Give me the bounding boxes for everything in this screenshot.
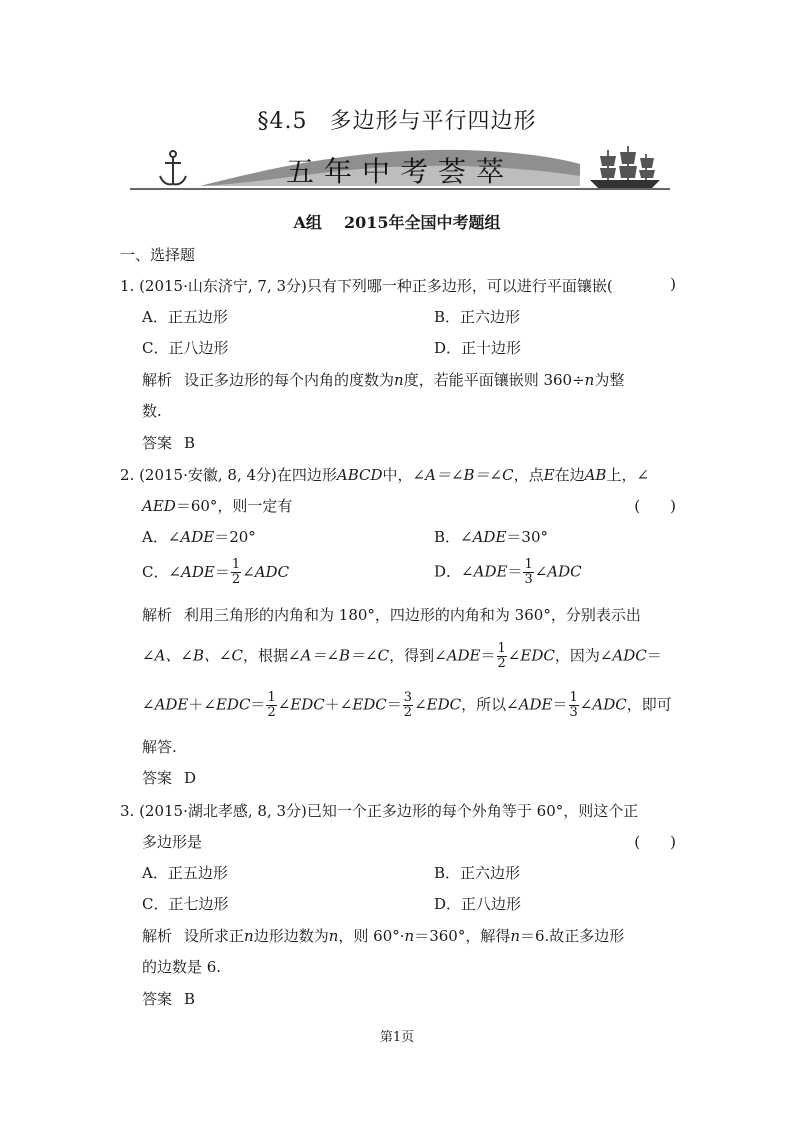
page-footer: 第1页 — [379, 1030, 415, 1045]
q2-analysis-line3 — [142, 691, 672, 720]
q3-stem-line2 — [142, 831, 676, 852]
q2-an2-f: ＝ — [480, 646, 496, 665]
q2-analysis-line2 — [142, 642, 662, 671]
q2-opt-c-den: 2 — [231, 572, 241, 587]
q1-var-n: n — [394, 371, 404, 389]
q3-analysis-line2: 的边数是 6. — [142, 958, 222, 976]
q2-opt-a-post: ＝20° — [214, 528, 256, 546]
q2-opt-c-pre: C．∠ — [142, 562, 182, 581]
q3-an1-a: 设所求正 — [184, 927, 245, 945]
q3-option-a: A．正五边形 — [142, 864, 228, 882]
q3-paren: ( ) — [634, 833, 676, 851]
q1-options-row2 — [142, 337, 676, 358]
q2-opt-c-it2: ∠ADC — [242, 562, 290, 581]
group-heading — [0, 210, 794, 233]
q2-an2-i: ADC — [612, 646, 647, 665]
q2-an3-den2: 2 — [403, 705, 413, 720]
q2-an3-c: EDC — [215, 695, 251, 714]
q3-an1-c: ，则 60°· — [338, 927, 405, 945]
q3-var-n-3: n — [404, 927, 415, 945]
q2-an3-num3: 1 — [569, 690, 578, 705]
section-number: §4.5 — [257, 109, 308, 134]
page-title — [0, 104, 794, 135]
q1-var-n-2: n — [584, 371, 595, 389]
q3-option-d: D．正八边形 — [434, 895, 522, 913]
q2-an2-a: ∠A、∠B、∠C — [142, 646, 244, 665]
q1-analysis-line2: 数. — [142, 402, 162, 420]
q2-var-aed: AED — [142, 497, 176, 515]
q1-options-row1 — [142, 306, 676, 327]
q2-opt-c-num: 1 — [231, 557, 241, 572]
q2-an3-h: ＝ — [386, 695, 402, 714]
q2-an2-d: ，得到∠ — [389, 646, 447, 665]
q2-opt-a-pre: A．∠ — [142, 528, 181, 546]
q2-an3-e: ∠EDC — [277, 695, 325, 714]
q2-answer — [142, 767, 196, 788]
q2-opt-b-it: ADE — [472, 528, 507, 546]
q2-opt-b-post: ＝30° — [506, 528, 548, 546]
q2-an3-num1: 1 — [267, 690, 276, 705]
q2-an3-m: ∠ADC — [579, 695, 627, 714]
group-name: A组 — [293, 213, 322, 232]
q2-opt-d-eq: ＝ — [507, 562, 523, 581]
q2-opt-d-num: 1 — [524, 557, 533, 572]
q2-option-c — [142, 557, 290, 587]
q2-an2-b: ，根据∠ — [243, 646, 301, 665]
q3-an1-d: ＝360°，解得 — [414, 927, 511, 945]
q3-stem-line1: 3. (2015·湖北孝感, 8, 3分)已知一个正多边形的每个外角等于 60°，则这个正 — [120, 802, 639, 820]
q2-an3-den3: 3 — [569, 705, 578, 720]
q2-stem-line1 — [120, 464, 649, 485]
q2-opt-c-eq: ＝ — [214, 562, 230, 581]
q1-analysis-text-c: 为整 — [594, 371, 625, 389]
q2-an2-h: ，因为∠ — [554, 646, 613, 665]
q2-var-e: E — [543, 466, 555, 484]
q1-answer-value: B — [184, 434, 196, 452]
q2-an2-e: ADE — [446, 646, 481, 665]
q2-option-a — [142, 528, 256, 546]
q2-stem-b: 中，∠ — [382, 466, 426, 484]
q2-opt-a-it: ADE — [180, 528, 215, 546]
q3-analysis-line1 — [142, 925, 624, 946]
q3-analysis-label: 解析 — [142, 927, 173, 945]
q1-option-b: B．正六边形 — [434, 308, 521, 326]
q3-var-n-4: n — [510, 927, 520, 945]
q1-stem-text: 1. (2015·山东济宁, 7, 3分)只有下列哪一种正多边形，可以进行平面镶嵌( — [120, 277, 613, 295]
group-desc: 2015年全国中考题组 — [343, 213, 501, 232]
q2-option-d — [434, 558, 582, 587]
q2-an3-num2: 3 — [403, 690, 413, 705]
q3-option-b: B．正六边形 — [434, 864, 521, 882]
q2-opt-c-fraction — [231, 558, 241, 587]
q3-answer-label: 答案 — [142, 990, 173, 1008]
banner-text: 五年中考荟萃 — [285, 155, 514, 188]
q2-analysis-label: 解析 — [142, 606, 173, 624]
q2-an3-fraction-3 — [569, 691, 579, 720]
q2-stem-c: ，点 — [513, 466, 544, 484]
q3-answer-value: B — [184, 990, 196, 1008]
q2-stem-line2-text: ＝60°，则一定有 — [175, 497, 293, 515]
q3-var-n: n — [244, 927, 254, 945]
q2-an3-fraction-1 — [266, 691, 276, 720]
q2-analysis-text-1: 利用三角形的内角和为 180°，四边形的内角和为 360°，分别表示出 — [184, 606, 641, 624]
q2-an3-d: ＝ — [250, 695, 266, 714]
q2-an2-j: ＝ — [646, 646, 662, 665]
q3-answer — [142, 988, 195, 1009]
q1-analysis-text-a: 设正多边形的每个内角的度数为 — [184, 371, 395, 389]
q2-stem-e: 上，∠ — [606, 466, 650, 484]
q2-analysis-line1 — [142, 604, 641, 625]
q2-an2-g: ∠EDC — [507, 646, 555, 665]
q1-option-a: A．正五边形 — [142, 308, 228, 326]
q2-an2-fraction — [497, 642, 507, 671]
q2-answer-value: D — [184, 769, 197, 787]
q2-an3-den1: 2 — [267, 705, 276, 720]
q3-options-row1 — [142, 862, 676, 883]
q3-options-row2 — [142, 893, 676, 914]
q2-an3-i: ∠EDC — [414, 695, 462, 714]
q2-an2-c: A＝∠B＝∠C — [300, 646, 390, 665]
q2-angles-eq: A＝∠B＝∠C — [425, 466, 514, 484]
q2-opt-c-it: ADE — [181, 562, 215, 581]
q2-stem-d: 在边 — [554, 466, 585, 484]
q1-analysis-line1 — [142, 369, 624, 390]
q2-opt-d-fraction — [523, 558, 533, 587]
q2-an3-g: EDC — [352, 695, 387, 714]
q2-an3-a: ∠ADE — [142, 695, 189, 714]
q2-an3-b: ＋∠ — [188, 695, 216, 714]
q2-stem-line2 — [142, 495, 676, 516]
q3-option-c: C．正七边形 — [142, 895, 229, 913]
q1-option-c: C．正八边形 — [142, 339, 229, 357]
section-heading: 一、选择题 — [120, 246, 196, 264]
q2-options-row1 — [142, 526, 676, 547]
q1-answer — [142, 432, 195, 453]
q2-options-row2 — [142, 558, 676, 587]
section-name: 多边形与平行四边形 — [329, 109, 537, 134]
q2-an2-den: 2 — [497, 656, 506, 671]
q2-opt-d-pre: D．∠ — [434, 562, 474, 581]
q2-opt-d-it: ADE — [473, 562, 508, 581]
q2-an3-k: ADE — [518, 695, 553, 714]
q2-analysis-line4: 解答. — [142, 738, 177, 756]
q2-an2-num: 1 — [497, 641, 506, 656]
q1-analysis-label: 解析 — [142, 371, 173, 389]
q2-an3-f: ＋∠ — [324, 695, 353, 714]
q2-var-abcd: ABCD — [336, 466, 383, 484]
q2-an3-n: ，即可 — [626, 695, 672, 714]
q3-var-n-2: n — [328, 927, 339, 945]
q2-an3-fraction-2 — [403, 691, 413, 720]
q3-an1-b: 边形边数为 — [253, 927, 329, 945]
q2-opt-b-pre: B．∠ — [434, 528, 473, 546]
q1-option-d: D．正十边形 — [434, 339, 522, 357]
q3-an1-e: ＝6.故正多边形 — [520, 927, 625, 945]
q2-an3-l: ＝ — [552, 695, 568, 714]
q2-opt-d-it2: ∠ADC — [534, 562, 582, 581]
q1-answer-label: 答案 — [142, 434, 173, 452]
q1-analysis-text-b: 度，若能平面镶嵌则 360÷ — [403, 371, 585, 389]
q2-stem-a: 2. (2015·安徽, 8, 4分)在四边形 — [120, 466, 337, 484]
q2-opt-d-den: 3 — [524, 572, 533, 587]
q2-an3-j: ，所以∠ — [461, 695, 519, 714]
q2-answer-label: 答案 — [142, 769, 173, 787]
q1-paren-close: ) — [670, 275, 676, 293]
q2-option-b — [434, 526, 548, 547]
q3-stem-line2-text: 多边形是 — [142, 833, 203, 851]
q1-stem — [120, 275, 676, 296]
q2-var-ab: AB — [584, 466, 607, 484]
q2-paren: ( ) — [634, 497, 676, 515]
banner — [130, 146, 670, 194]
